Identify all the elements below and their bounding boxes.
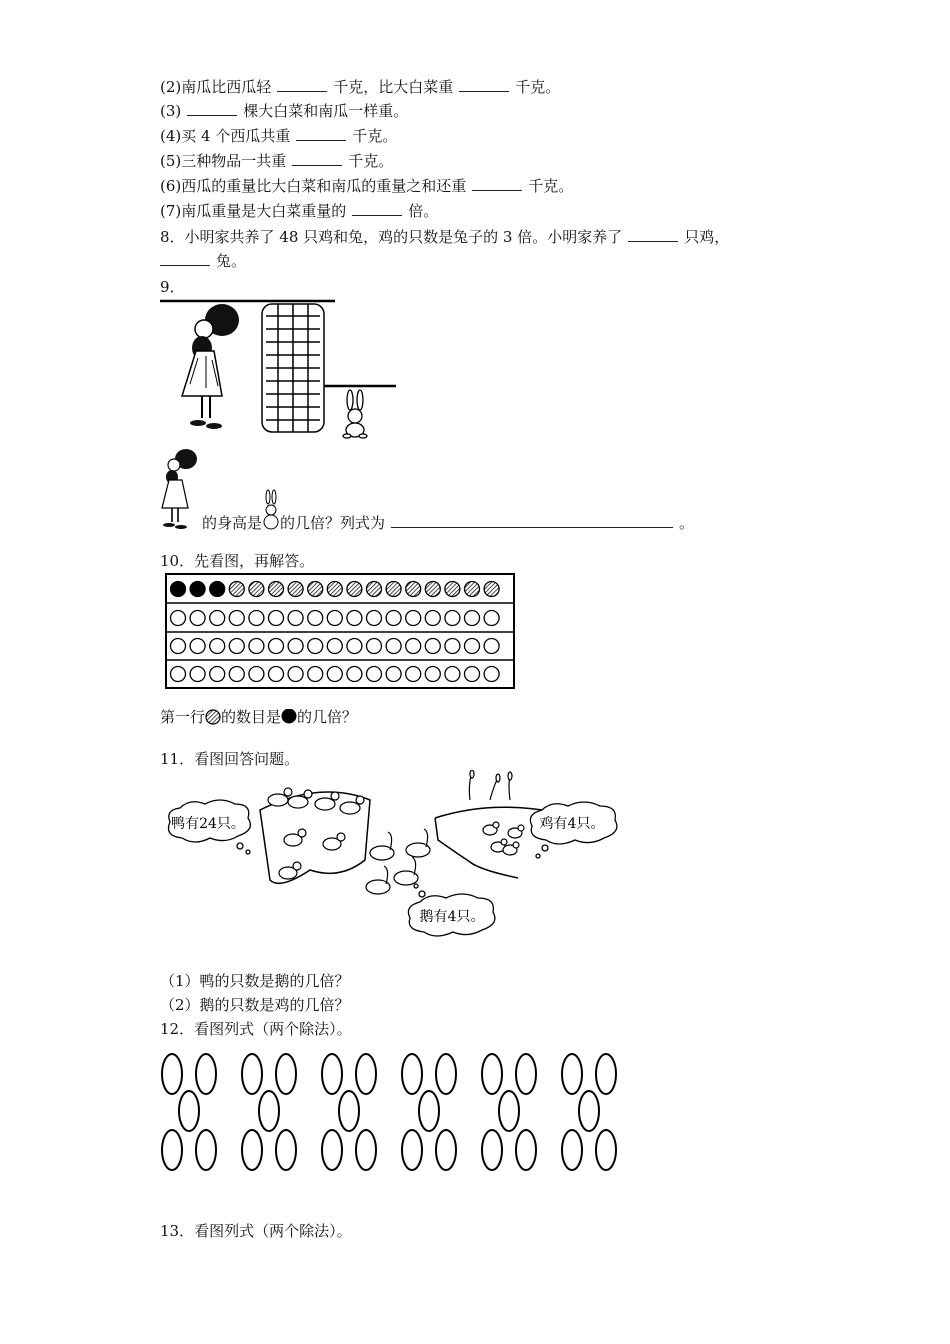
q13-title: 13．看图列式（两个除法）。 [160, 1222, 352, 1240]
egg-icon [162, 1054, 182, 1094]
white-bead [406, 639, 421, 654]
black-bead [210, 582, 225, 597]
egg-icon [402, 1054, 422, 1094]
white-bead [465, 639, 480, 654]
q9-figure-girl-rabbit [160, 296, 405, 441]
egg-icon [259, 1091, 279, 1131]
egg-icon [242, 1130, 262, 1170]
white-bead [386, 667, 401, 682]
white-bead [288, 639, 303, 654]
egg-icon [562, 1130, 582, 1170]
duck-count-label: 鸭有24只。 [171, 816, 245, 832]
goose-count-label: 鹅有4只。 [419, 909, 485, 925]
black-bead [190, 582, 205, 597]
answer-blank[interactable] [277, 77, 327, 92]
egg-icon [516, 1130, 536, 1170]
white-bead [347, 667, 362, 682]
q12-title: 12．看图列式（两个除法）。 [160, 1020, 352, 1038]
egg-icon [579, 1091, 599, 1131]
white-bead [386, 639, 401, 654]
white-bead [465, 667, 480, 682]
white-bead [249, 639, 264, 654]
answer-blank[interactable] [472, 176, 522, 191]
egg-icon [516, 1054, 536, 1094]
answer-blank[interactable] [292, 151, 342, 166]
q12-egg-groups [160, 1046, 630, 1176]
white-bead [445, 667, 460, 682]
egg-icon [482, 1130, 502, 1170]
striped-bead [367, 582, 382, 597]
q7-item-6: (6)西瓜的重量比大白菜和南瓜的重量之和还重 千克。 [160, 177, 574, 195]
striped-circle-icon [205, 709, 221, 725]
egg-group [322, 1054, 376, 1170]
white-bead [249, 611, 264, 626]
striped-bead [347, 582, 362, 597]
white-bead [327, 667, 342, 682]
white-bead [445, 611, 460, 626]
q7-item-7: (7)南瓜重量是大白菜重量的 倍。 [160, 202, 439, 220]
white-bead [171, 667, 186, 682]
white-bead [465, 611, 480, 626]
q9-number: 9． [160, 278, 185, 296]
white-bead [308, 639, 323, 654]
egg-icon [339, 1091, 359, 1131]
white-bead [406, 611, 421, 626]
egg-icon [482, 1054, 502, 1094]
striped-bead [288, 582, 303, 597]
white-bead [425, 639, 440, 654]
q11-sub1: （1）鸭的只数是鹅的几倍？ [160, 972, 350, 990]
answer-blank[interactable] [628, 227, 678, 242]
q11-figure-poultry [160, 770, 630, 945]
striped-bead [425, 582, 440, 597]
egg-icon [562, 1054, 582, 1094]
white-bead [210, 667, 225, 682]
egg-icon [356, 1130, 376, 1170]
egg-icon [196, 1130, 216, 1170]
answer-blank[interactable] [296, 126, 346, 141]
q8-text: 8．小明家共养了 48 只鸡和兔，鸡的只数是兔子的 3 倍。小明家养了 只鸡， [160, 228, 730, 246]
duck-icon [268, 788, 364, 879]
white-bead [269, 639, 284, 654]
white-bead [367, 667, 382, 682]
white-bead [288, 667, 303, 682]
q10-bead-grid [165, 573, 517, 691]
black-bead [171, 582, 186, 597]
white-bead [367, 639, 382, 654]
egg-icon [162, 1130, 182, 1170]
white-bead [445, 639, 460, 654]
striped-bead [249, 582, 264, 597]
white-bead [190, 611, 205, 626]
egg-icon [179, 1091, 199, 1131]
egg-icon [436, 1130, 456, 1170]
egg-icon [196, 1054, 216, 1094]
striped-bead [445, 582, 460, 597]
white-bead [269, 611, 284, 626]
white-bead [425, 611, 440, 626]
egg-icon [276, 1054, 296, 1094]
white-bead [171, 611, 186, 626]
answer-blank[interactable] [352, 201, 402, 216]
striped-bead [327, 582, 342, 597]
egg-icon [276, 1130, 296, 1170]
striped-bead [484, 582, 499, 597]
white-bead [484, 667, 499, 682]
striped-bead [386, 582, 401, 597]
rabbit-icon [343, 390, 367, 438]
egg-icon [436, 1054, 456, 1094]
white-bead [425, 667, 440, 682]
white-bead [347, 611, 362, 626]
reed-icon [469, 770, 512, 800]
egg-icon [322, 1130, 342, 1170]
q8-text-cont: 兔。 [160, 250, 246, 272]
white-bead [269, 667, 284, 682]
striped-bead [308, 582, 323, 597]
q7-item-3: (3) 棵大白菜和南瓜一样重。 [160, 102, 409, 120]
egg-group [162, 1054, 216, 1170]
goose-icon [366, 829, 430, 894]
egg-group [482, 1054, 536, 1170]
rabbit-icon [262, 517, 280, 531]
white-bead [308, 611, 323, 626]
white-bead [484, 639, 499, 654]
white-bead [288, 611, 303, 626]
answer-blank[interactable] [160, 251, 210, 266]
white-bead [249, 667, 264, 682]
white-bead [229, 639, 244, 654]
white-bead [190, 639, 205, 654]
egg-icon [596, 1130, 616, 1170]
striped-bead [406, 582, 421, 597]
white-bead [210, 639, 225, 654]
striped-bead [229, 582, 244, 597]
white-bead [210, 611, 225, 626]
answer-blank[interactable] [391, 513, 673, 528]
white-bead [367, 611, 382, 626]
egg-icon [242, 1054, 262, 1094]
egg-group [242, 1054, 296, 1170]
egg-icon [322, 1054, 342, 1094]
striped-bead [465, 582, 480, 597]
q10-title: 10．先看图，再解答。 [160, 552, 315, 570]
egg-icon [419, 1091, 439, 1131]
q9-girl-small [160, 446, 202, 530]
white-bead [484, 611, 499, 626]
white-bead [171, 639, 186, 654]
white-bead [229, 611, 244, 626]
white-bead [327, 611, 342, 626]
q7-item-5: (5)三种物品一共重 千克。 [160, 152, 394, 170]
q11-sub2: （2）鹅的只数是鸡的几倍？ [160, 996, 350, 1014]
answer-blank[interactable] [187, 101, 237, 116]
corn-stack-icon [262, 304, 324, 432]
white-bead [406, 667, 421, 682]
q10-question: 第一行 的数目是 的几倍？ [160, 708, 358, 726]
egg-group [402, 1054, 456, 1170]
egg-icon [356, 1054, 376, 1094]
white-bead [386, 611, 401, 626]
q7-item-2: (2)南瓜比西瓜轻 千克，比大白菜重 千克。 [160, 78, 561, 96]
white-bead [327, 639, 342, 654]
egg-icon [499, 1091, 519, 1131]
white-bead [229, 667, 244, 682]
white-bead [347, 639, 362, 654]
girl-icon [162, 449, 197, 529]
answer-blank[interactable] [459, 77, 509, 92]
black-circle-icon [281, 709, 297, 725]
egg-icon [596, 1054, 616, 1094]
white-bead [190, 667, 205, 682]
egg-group [562, 1054, 616, 1170]
girl-icon [182, 304, 239, 429]
q7-item-4: (4)买 4 个西瓜共重 千克。 [160, 127, 398, 145]
white-bead [308, 667, 323, 682]
chicken-icon [483, 822, 524, 855]
striped-bead [269, 582, 284, 597]
q9-question: 的身高是 的几倍？列式为 。 [202, 512, 694, 534]
chicken-count-label: 鸡有4只。 [539, 816, 605, 832]
egg-icon [402, 1130, 422, 1170]
q11-title: 11．看图回答问题。 [160, 750, 300, 768]
